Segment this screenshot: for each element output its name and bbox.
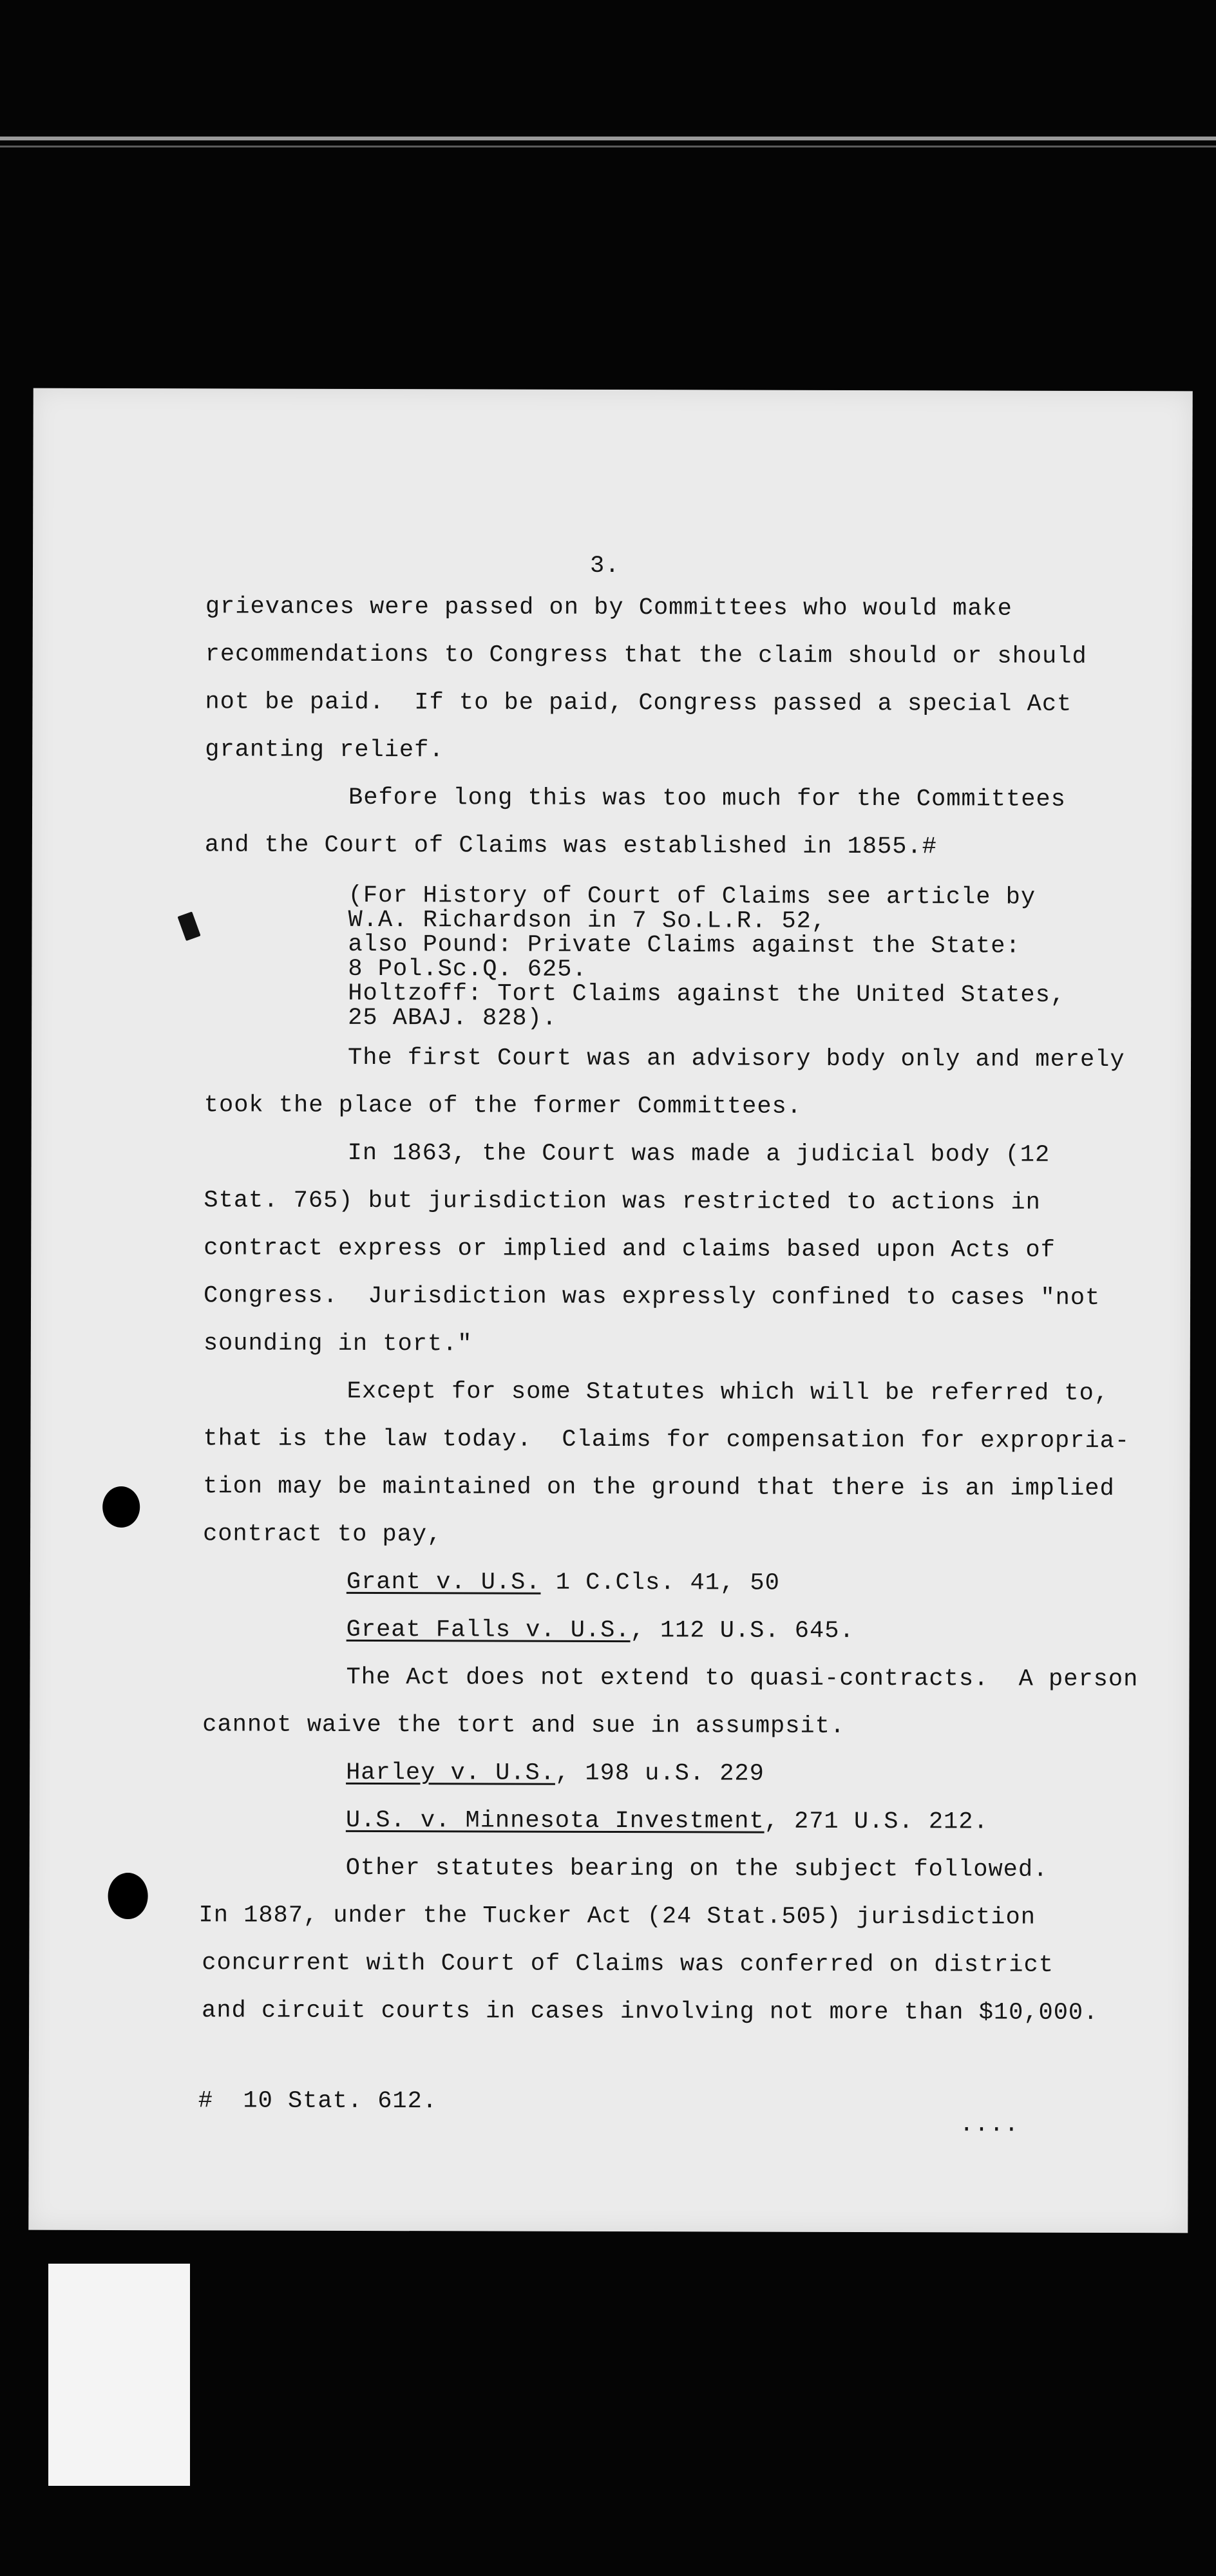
text-line: and the Court of Claims was established in 1855.# xyxy=(204,831,937,861)
quote-line: W.A. Richardson in 7 So.L.R. 52, xyxy=(348,906,827,935)
text-line: granting relief. xyxy=(205,736,444,764)
quote-line: 25 ABAJ. 828). xyxy=(348,1004,558,1032)
quote-line: Holtzoff: Tort Claims against the United States, xyxy=(348,980,1066,1009)
case-name: U.S. v. Minnesota Investment xyxy=(345,1806,765,1835)
document-page xyxy=(28,388,1192,2233)
page-number: 3. xyxy=(589,552,620,580)
case-reference: , 112 U.S. 645. xyxy=(630,1617,855,1645)
page-text xyxy=(28,388,1192,2233)
citation xyxy=(346,1807,989,1836)
text-line: took the place of the former Committees. xyxy=(204,1092,803,1121)
film-label-tab xyxy=(48,2264,190,2486)
case-name: Great Falls v. U.S. xyxy=(346,1616,631,1645)
text-line: In 1887, under the Tucker Act (24 Stat.505) jurisdiction xyxy=(198,1902,1036,1931)
text-line: recommendations to Congress that the claim should or should xyxy=(205,641,1087,670)
case-name: Grant v. U.S. xyxy=(346,1568,541,1596)
text-line: cannot waive the tort and sue in assumpsit. xyxy=(202,1711,846,1740)
text-line: The first Court was an advisory body only and merely xyxy=(347,1044,1125,1074)
film-edge-top xyxy=(0,137,1216,140)
text-line: that is the law today. Claims for compensation for expropria- xyxy=(203,1425,1130,1455)
text-line: Except for some Statutes which will be referred to, xyxy=(347,1378,1110,1408)
footnote: # 10 Stat. 612. xyxy=(198,2087,438,2116)
text-line: concurrent with Court of Claims was conferred on district xyxy=(202,1949,1054,1979)
text-line: Congress. Jurisdiction was expressly confined to cases "not xyxy=(204,1282,1101,1312)
text-line: In 1863, the Court was made a judicial body (12 xyxy=(347,1139,1050,1169)
text-line: Stat. 765) but jurisdiction was restricted to actions in xyxy=(204,1187,1041,1217)
quote-line: also Pound: Private Claims against the State: xyxy=(348,931,1021,960)
text-line: Other statutes bearing on the subject followed. xyxy=(345,1854,1049,1884)
text-line: The Act does not extend to quasi-contracts. A person xyxy=(346,1663,1139,1694)
text-line: tion may be maintained on the ground that there is an implied xyxy=(203,1473,1115,1503)
case-reference: 1 C.Cls. 41, 50 xyxy=(540,1569,780,1597)
case-reference: , 198 u.S. 229 xyxy=(555,1759,765,1788)
text-line: contract express or implied and claims based upon Acts of xyxy=(204,1235,1056,1264)
text-line: contract to pay, xyxy=(203,1520,442,1549)
text-line: grievances were passed on by Committees who would make xyxy=(205,593,1012,623)
case-name: Harley v. U.S. xyxy=(346,1759,556,1787)
continuation-mark: .... xyxy=(959,2111,1020,2139)
case-reference: , 271 U.S. 212. xyxy=(764,1808,989,1836)
citation xyxy=(347,1569,780,1597)
film-edge-top-inner xyxy=(0,146,1216,147)
quote-line: 8 Pol.Sc.Q. 625. xyxy=(348,955,587,983)
text-line: Before long this was too much for the Committees xyxy=(348,784,1066,813)
citation xyxy=(346,1759,765,1788)
citation xyxy=(347,1616,855,1645)
text-line: and circuit courts in cases involving not more than $10,000. xyxy=(202,1997,1099,2027)
text-line: sounding in tort." xyxy=(203,1330,473,1358)
text-line: not be paid. If to be paid, Congress passed a special Act xyxy=(205,688,1072,718)
quote-line: (For History of Court of Claims see article by xyxy=(348,882,1036,911)
